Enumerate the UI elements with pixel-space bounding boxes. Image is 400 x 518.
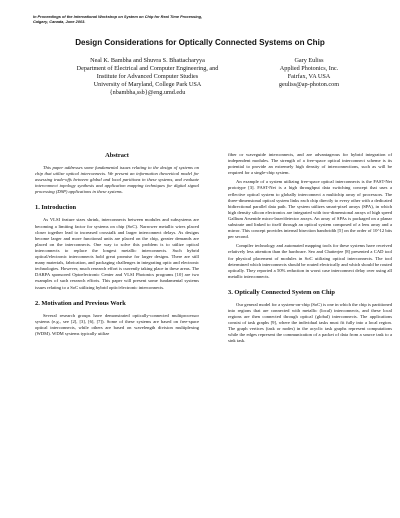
- paper-title: Design Considerations for Optically Connected Systems on Chip: [75, 38, 325, 47]
- soc-text: Our general model for a system-on-chip (SoC) is one in which the chip is partitioned into regions that are connected with metallic (local) interconnects, and these local regions are then connected through optical (global) interconnects. The applications consist of task graphs [9], where the individual tasks must fit fully into a local region. The graph vertices (task or nodes) in the acyclic task graphs represent computations while the edges represent the communication of a packet of data from a source task to a sink task.: [228, 301, 392, 344]
- right-paragraph-3: Compiler technology and automated mapping tools for these systems have received relatively less attention than the hardware. Seo and Chatterjee [8] presented a CAD tool for physical placement of modules in SoC utilizing optical interconnects. The tool determined which interconnects should be routed electrically and which should be routed optically. They reported a 50% reduction in worst case interconnect delay over using all metallic interconnects.: [228, 243, 392, 279]
- right-column: [228, 152, 392, 348]
- intro-text: As VLSI feature sizes shrink, interconnects between modules and subsystems are becoming a limiting factor for systems on chip (SoC). Narrower metallic wires placed closer together lead to increased crosstalk and larger interconnect delays. As designs become larger and more functional units are placed on the chip, greater demands are placed on the interconnects. One way to solve this problem is to utilize optical interconnects to replace the longest metallic interconnects. Such hybrid optical/electronic interconnects hold great promise for larger designs. There are still many materials, fabrication, and packaging challenges in integrating optic and electronic technologies. However, much research effort is currently taking place in these areas. The DARPA sponsored Optoelectronic Center and VLSI Photonics programs [10] are two examples of such research efforts. This paper will present some fundamental systems issues relating to a SoC utilizing hybrid optic/electronic interconnects.: [35, 217, 199, 290]
- affiliation-right-line-1: Applied Photonics, Inc.: [279, 65, 339, 72]
- affiliation-left-line-3: University of Maryland, College Park USA: [93, 81, 202, 88]
- right-paragraph-1: fiber or waveguide interconnects, and are advantageous for hybrid integration of independent modules. The strength of a free-space optical interconnect scheme is its potential to provide an extremely high density of interconnections, such as will be required for a single-chip system.: [228, 152, 392, 176]
- author-names-left: Neal K. Bambha and Shuvra S. Bhattacharyya: [90, 57, 205, 64]
- soc-heading: 3. Optically Connected System on Chip: [228, 288, 335, 296]
- affiliation-left-line-2: Institute for Advanced Computer Studies: [96, 73, 199, 80]
- proceedings-note-line-1: In Proceedings of the International Workshop on System on Chip for Real Time Processing,: [33, 14, 203, 19]
- author-email-right: geuliss@ap-photon.com: [278, 81, 340, 88]
- proceedings-note-line-2: Calgary, Canada, June 2003.: [33, 19, 86, 25]
- motivation-text: Several research groups have demonstrated optically-connected multiprocessor systems (e.g., see [2], [3], [6], [7]). Some of these systems are based on free-space optical interconnects, while others are based on wavelength division multiplexing (WDM). WDM systems typically utilize: [35, 312, 199, 336]
- intro-heading: 1. Introduction: [35, 204, 77, 212]
- abstract-text: This paper addresses some fundamental issues relating to the design of systems on chip that utilize optical interconnects. We present an information theoretical model for assessing trade-offs between global and local partitions in these systems, and evaluate interconnect topology synthesis and application mapping techniques for digital signal processing (DSP) applications in these systems.: [35, 165, 199, 195]
- author-names-right: Gary Euliss: [294, 57, 324, 64]
- right-paragraph-2: An example of a system utilizing free-space optical interconnects is the FAST-Net prototype [3]. FAST-Net is a high throughput data switching concept that uses a reflective optical system to globally interconnect a multichip array of processors. The three-dimensional optical system links each chip directly to every other with a dedicated bidirectional parallel data path. The system utilizes smart-pixel arrays (SPA), in which high density silicon electronics are integrated with two-dimensional arrays of high speed Gallium Arsenide micro-laser/detector arrays. An array of SPAs is packaged on a planar substrate and linked to itself through an optical system composed of a lens array and a mirror. This concept provides internal bisection bandwidth [5] on the order of 10^12 bits per second.: [228, 179, 392, 240]
- author-email-left: {nbambha,ssb}@eng.umd.edu: [109, 89, 186, 96]
- affiliation-right: [256, 57, 362, 89]
- motivation-heading: 2. Motivation and Previous Work: [35, 299, 126, 307]
- affiliation-left: [40, 57, 255, 97]
- affiliation-right-line-2: Fairfax, VA USA: [287, 73, 331, 80]
- proceedings-note: [33, 14, 373, 24]
- affiliation-left-line-1: Department of Electrical and Computer Engineering, and: [76, 65, 219, 72]
- abstract-heading: Abstract: [105, 152, 129, 159]
- left-column: [35, 152, 199, 340]
